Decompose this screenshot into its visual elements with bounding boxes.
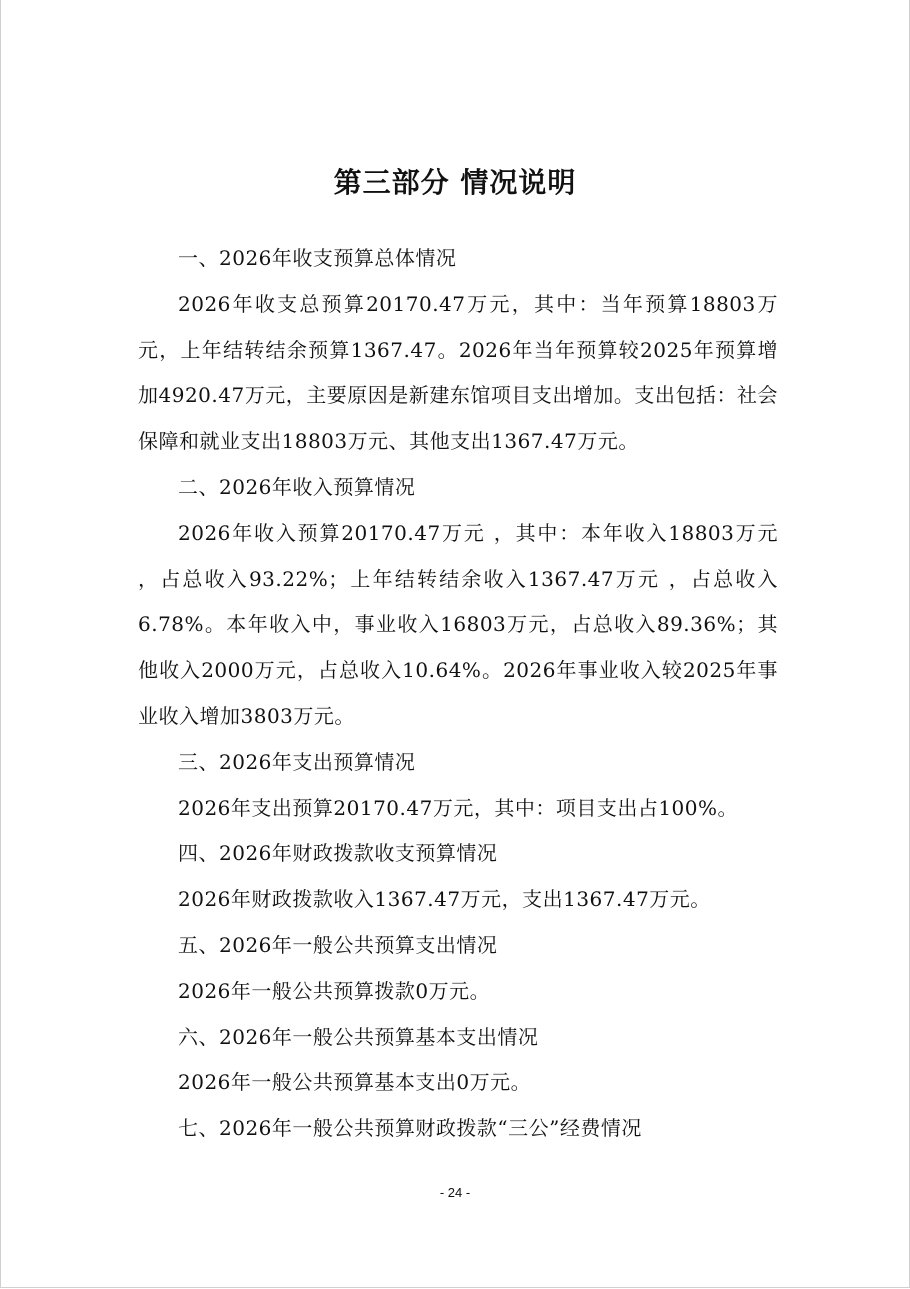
section-heading-4: 四、2026年财政拨款收支预算情况 [178, 841, 498, 866]
page-title: 第三部分 情况说明 [333, 165, 577, 199]
section-heading-5: 五、2026年一般公共预算支出情况 [178, 932, 498, 957]
section-heading-7: 七、2026年一般公共预算财政拨款“三公”经费情况 [178, 1116, 642, 1141]
paragraph-basic-expenditure: 2026年一般公共预算基本支出0万元。 [178, 1070, 532, 1095]
paragraph-expenditure-budget: 2026年支出预算20170.47万元，其中：项目支出占100%。 [178, 795, 739, 820]
paragraph-fiscal-appropriation: 2026年财政拨款收入1367.47万元，支出1367.47万元。 [178, 887, 711, 912]
section-heading-1: 一、2026年收支预算总体情况 [178, 246, 457, 270]
paragraph-income-budget: 2026年收入预算20170.47万元 ，其中：本年收入18803万元 ，占总收入93.22%；上年结转结余收入1367.47万元 ，占总收入6.78%。本年收入中，事业收入16803万元，占总收入89.36%；其他收入2000万元，占总收入10.64%。2026年事业收入较2025年事业收入增加3803万元。 [138, 520, 778, 728]
paragraph-overall-budget: 2026年收支总预算20170.47万元，其中：当年预算18803万元，上年结转结余预算1367.47。2026年当年预算较2025年预算增加4920.47万元，主要原因是新建东馆项目支出增加。支出包括：社会保障和就业支出18803万元、其他支出1367.47万元。 [138, 291, 778, 454]
section-heading-6: 六、2026年一般公共预算基本支出情况 [178, 1024, 539, 1049]
section-heading-2: 二、2026年收入预算情况 [178, 474, 416, 499]
page-number: - 24 - [439, 1185, 471, 1200]
section-heading-3: 三、2026年支出预算情况 [178, 749, 416, 774]
document-body [138, 236, 778, 1152]
paragraph-general-public-budget: 2026年一般公共预算拨款0万元。 [178, 978, 491, 1003]
